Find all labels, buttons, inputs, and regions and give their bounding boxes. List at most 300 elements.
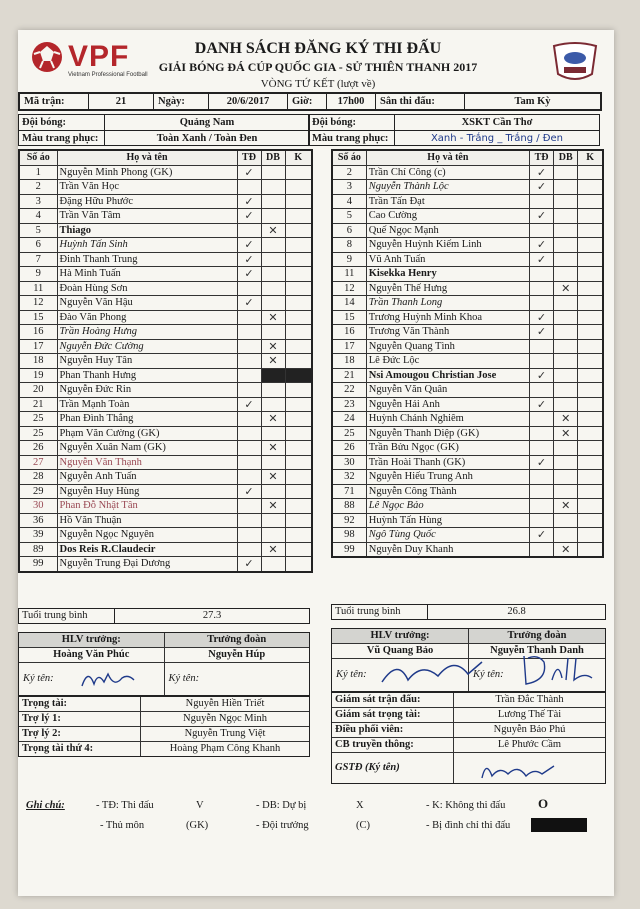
k-mark — [285, 513, 312, 528]
td-mark — [237, 223, 261, 238]
td-mark — [529, 542, 553, 557]
td-mark — [237, 180, 261, 195]
table-row — [332, 165, 603, 180]
away-team-header — [308, 114, 600, 146]
db-mark: ✕ — [554, 499, 578, 514]
td-mark — [237, 383, 261, 398]
venue-label: Sân thi đấu: — [376, 94, 465, 109]
player-number: 39 — [19, 528, 57, 543]
player-name: Nguyễn Thanh Diệp (GK) — [366, 426, 529, 441]
db-mark — [554, 470, 578, 485]
k-mark — [285, 339, 312, 354]
table-row — [332, 542, 603, 557]
k-mark — [285, 238, 312, 253]
player-name: Nguyễn Thành Lộc — [366, 180, 529, 195]
match-date: 20/6/2017 — [209, 94, 288, 109]
k-mark — [285, 383, 312, 398]
away-manager-signature — [518, 650, 598, 690]
player-number: 8 — [332, 238, 366, 253]
away-coach-signature — [378, 652, 488, 692]
official-name: Lê Phước Cầm — [497, 739, 562, 750]
player-name: Nguyễn Huy Tân — [57, 354, 237, 369]
player-name: Phạm Văn Cường (GK) — [57, 426, 237, 441]
player-name: Trần Tấn Đạt — [366, 194, 529, 209]
db-mark — [261, 513, 285, 528]
club-crest-icon — [550, 40, 600, 84]
player-name: Thiago — [57, 223, 237, 238]
official-name: Trần Đắc Thành — [495, 694, 564, 705]
db-mark — [554, 180, 578, 195]
db-mark — [554, 223, 578, 238]
k-mark — [578, 339, 603, 354]
table-row — [332, 383, 603, 398]
official-role: Trợ lý 2: — [19, 727, 141, 741]
k-mark — [578, 397, 603, 412]
td-mark — [529, 484, 553, 499]
official-row — [332, 708, 605, 723]
td-mark: ✓ — [529, 455, 553, 470]
td-mark: ✓ — [529, 310, 553, 325]
k-mark — [578, 441, 603, 456]
player-name: Nguyễn Thế Hưng — [366, 281, 529, 296]
table-row — [19, 412, 312, 427]
player-number: 11 — [332, 267, 366, 282]
player-number: 28 — [19, 470, 57, 485]
k-mark — [285, 296, 312, 311]
match-time: 17h00 — [327, 94, 376, 109]
td-mark: ✓ — [237, 252, 261, 267]
table-row — [19, 499, 312, 514]
football-icon — [30, 40, 64, 74]
col-db: DB — [261, 150, 285, 165]
table-row — [332, 513, 603, 528]
k-mark — [285, 542, 312, 557]
td-mark — [529, 267, 553, 282]
player-name: Vũ Anh Tuấn — [366, 252, 529, 267]
table-row — [332, 528, 603, 543]
player-number: 20 — [19, 383, 57, 398]
player-name: Lê Đức Lộc — [366, 354, 529, 369]
k-mark — [285, 325, 312, 340]
player-name: Nguyễn Duy Khanh — [366, 542, 529, 557]
player-number: 16 — [332, 325, 366, 340]
table-row — [332, 354, 603, 369]
td-mark — [529, 426, 553, 441]
td-mark — [529, 499, 553, 514]
table-row — [19, 542, 312, 557]
db-mark — [554, 397, 578, 412]
k-mark — [578, 281, 603, 296]
official-row — [332, 693, 605, 708]
player-name: Nguyễn Huỳnh Kiếm Linh — [366, 238, 529, 253]
table-row — [19, 252, 312, 267]
home-roster-table — [18, 149, 313, 573]
sheet-title: DANH SÁCH ĐĂNG KÝ THI ĐẤU — [194, 40, 442, 57]
away-coach-name: Vũ Quang Bảo — [332, 644, 469, 658]
db-mark — [261, 267, 285, 282]
td-mark: ✓ — [529, 209, 553, 224]
player-number: 88 — [332, 499, 366, 514]
away-kit: Xanh - Trắng _ Trắng / Đen — [430, 133, 564, 144]
table-row — [19, 426, 312, 441]
table-row — [19, 267, 312, 282]
player-name: Trần Thanh Long — [366, 296, 529, 311]
k-mark — [285, 267, 312, 282]
table-row — [19, 368, 312, 383]
player-number: 18 — [19, 354, 57, 369]
k-mark — [285, 557, 312, 572]
player-name: Huỳnh Tấn Hùng — [366, 513, 529, 528]
k-mark — [285, 441, 312, 456]
db-mark — [261, 368, 285, 383]
k-mark — [578, 194, 603, 209]
k-mark — [578, 412, 603, 427]
player-number: 18 — [332, 354, 366, 369]
k-mark — [578, 499, 603, 514]
td-mark — [237, 412, 261, 427]
td-mark — [237, 455, 261, 470]
db-mark — [261, 383, 285, 398]
avg-label: Tuổi trung bình — [19, 609, 115, 623]
k-mark — [285, 528, 312, 543]
officials-left — [18, 696, 310, 757]
player-number: 26 — [19, 441, 57, 456]
player-name: Hà Minh Tuấn — [57, 267, 237, 282]
table-row — [19, 325, 312, 340]
registration-sheet — [18, 30, 614, 896]
table-row — [332, 267, 603, 282]
db-mark: ✕ — [261, 339, 285, 354]
db-mark: ✕ — [261, 441, 285, 456]
player-number: 99 — [332, 542, 366, 557]
k-mark — [578, 455, 603, 470]
db-mark — [554, 165, 578, 180]
player-name: Phan Đỗ Nhật Tân — [57, 499, 237, 514]
legend-ban: - Bị đình chỉ thi đấu — [426, 820, 511, 831]
legend-db: - DB: Dự bị — [256, 800, 307, 811]
td-mark: ✓ — [237, 165, 261, 180]
match-id-label: Mã trận: — [20, 94, 89, 109]
player-name: Nguyễn Xuân Nam (GK) — [57, 441, 237, 456]
player-name: Nguyễn Đức Cường — [57, 339, 237, 354]
k-mark — [578, 368, 603, 383]
official-row — [19, 727, 309, 742]
player-number: 98 — [332, 528, 366, 543]
td-mark — [529, 513, 553, 528]
player-name: Đào Văn Phong — [57, 310, 237, 325]
k-mark — [578, 470, 603, 485]
db-mark: ✕ — [261, 542, 285, 557]
db-mark — [261, 426, 285, 441]
sign-label: Ký tên: — [168, 673, 200, 684]
player-number: 29 — [19, 484, 57, 499]
official-row — [332, 753, 605, 783]
table-row — [19, 339, 312, 354]
db-mark: ✕ — [261, 310, 285, 325]
k-mark — [578, 238, 603, 253]
official-row — [19, 697, 309, 712]
official-row — [19, 742, 309, 756]
td-mark: ✓ — [237, 209, 261, 224]
td-mark: ✓ — [237, 194, 261, 209]
home-team-name: Quảng Nam — [179, 117, 235, 128]
table-row — [332, 325, 603, 340]
table-row — [19, 397, 312, 412]
db-mark — [261, 325, 285, 340]
td-mark: ✓ — [529, 325, 553, 340]
legend-k-symbol: O — [538, 796, 549, 811]
col-k: K — [578, 150, 603, 165]
db-mark — [554, 528, 578, 543]
db-mark — [261, 180, 285, 195]
db-mark — [554, 484, 578, 499]
td-mark — [529, 354, 553, 369]
td-mark: ✓ — [237, 397, 261, 412]
official-name: Nguyễn Trung Việt — [184, 728, 266, 739]
player-number: 2 — [19, 180, 57, 195]
official-role: Trọng tài thứ 4: — [19, 742, 141, 756]
table-row — [19, 223, 312, 238]
player-name: Nguyễn Văn Thạnh — [57, 455, 237, 470]
official-row — [332, 723, 605, 738]
k-mark — [285, 209, 312, 224]
table-row — [332, 455, 603, 470]
td-mark: ✓ — [529, 252, 553, 267]
player-number: 9 — [19, 267, 57, 282]
legend-k: - K: Không thi đấu — [426, 800, 506, 811]
k-mark — [578, 354, 603, 369]
td-mark — [237, 513, 261, 528]
db-mark — [261, 455, 285, 470]
table-row — [19, 238, 312, 253]
player-name: Trần Chí Công (c) — [366, 165, 529, 180]
table-row — [332, 223, 603, 238]
home-kit: Toàn Xanh / Toàn Đen — [156, 133, 258, 144]
player-number: 16 — [19, 325, 57, 340]
supervisor-signature — [478, 758, 558, 784]
k-mark — [578, 542, 603, 557]
db-mark: ✕ — [554, 281, 578, 296]
official-role: CB truyền thông: — [332, 738, 454, 752]
db-mark — [554, 455, 578, 470]
td-mark — [237, 281, 261, 296]
k-mark — [285, 412, 312, 427]
td-mark — [529, 194, 553, 209]
k-mark — [578, 209, 603, 224]
table-row — [19, 455, 312, 470]
table-row — [332, 252, 603, 267]
k-mark — [285, 397, 312, 412]
k-mark — [578, 325, 603, 340]
player-name: Trần Bửu Ngọc (GK) — [366, 441, 529, 456]
table-row — [332, 484, 603, 499]
td-mark — [237, 310, 261, 325]
k-mark — [285, 252, 312, 267]
table-row — [19, 180, 312, 195]
player-number: 4 — [19, 209, 57, 224]
player-number: 21 — [332, 368, 366, 383]
db-mark: ✕ — [554, 542, 578, 557]
home-team-header — [18, 114, 310, 146]
table-row — [332, 470, 603, 485]
player-name: Nguyễn Văn Quân — [366, 383, 529, 398]
col-number: Số áo — [19, 150, 57, 165]
k-mark — [578, 383, 603, 398]
table-row — [19, 194, 312, 209]
player-name: Nguyễn Huy Hùng — [57, 484, 237, 499]
player-number: 21 — [19, 397, 57, 412]
player-number: 32 — [332, 470, 366, 485]
player-number: 25 — [332, 426, 366, 441]
db-mark: ✕ — [261, 412, 285, 427]
td-mark: ✓ — [237, 484, 261, 499]
td-mark — [237, 426, 261, 441]
player-name: Nguyễn Đức Rin — [57, 383, 237, 398]
official-row — [332, 738, 605, 753]
db-mark — [261, 528, 285, 543]
td-mark — [529, 441, 553, 456]
official-name: Lương Thế Tài — [497, 709, 562, 720]
date-label: Ngày: — [154, 94, 209, 109]
td-mark — [237, 470, 261, 485]
db-mark — [261, 484, 285, 499]
db-mark — [261, 557, 285, 572]
official-role: Trợ lý 1: — [19, 712, 141, 726]
logo-subtitle: Vietnam Professional Football — [68, 72, 148, 78]
player-name: Trần Mạnh Toàn — [57, 397, 237, 412]
match-venue: Tam Kỳ — [514, 96, 551, 107]
player-name: Nguyễn Hải Anh — [366, 397, 529, 412]
table-row — [19, 557, 312, 572]
player-number: 14 — [332, 296, 366, 311]
player-number: 15 — [19, 310, 57, 325]
player-name: Trần Văn Tâm — [57, 209, 237, 224]
player-number: 99 — [19, 557, 57, 572]
table-row — [19, 528, 312, 543]
db-mark — [554, 194, 578, 209]
player-number: 27 — [19, 455, 57, 470]
manager-label: Trưởng đoàn — [507, 630, 567, 641]
match-info-row — [18, 92, 602, 111]
db-mark — [554, 209, 578, 224]
official-role: Điều phối viên: — [332, 723, 454, 737]
k-mark — [285, 368, 312, 383]
legend-captain: - Đội trưởng — [256, 820, 309, 831]
db-mark — [554, 296, 578, 311]
td-mark — [529, 281, 553, 296]
player-number: 17 — [19, 339, 57, 354]
db-mark — [554, 267, 578, 282]
td-mark — [529, 296, 553, 311]
official-role: Giám sát trận đấu: — [332, 693, 454, 707]
table-row — [332, 194, 603, 209]
legend-gk-symbol: (GK) — [186, 820, 209, 831]
db-mark: ✕ — [261, 499, 285, 514]
logo-text: VPF — [68, 40, 130, 73]
legend-ban-swatch — [531, 818, 587, 832]
player-name: Huỳnh Chánh Nghiêm — [366, 412, 529, 427]
official-role: GSTĐ (Ký tên) — [332, 753, 454, 783]
k-mark — [285, 426, 312, 441]
db-mark — [261, 238, 285, 253]
td-mark: ✓ — [529, 368, 553, 383]
db-mark: ✕ — [261, 354, 285, 369]
table-row — [332, 426, 603, 441]
sign-label: Ký tên: — [332, 659, 469, 691]
db-mark — [554, 383, 578, 398]
k-mark — [285, 455, 312, 470]
td-mark — [529, 470, 553, 485]
player-number: 17 — [332, 339, 366, 354]
col-k: K — [285, 150, 312, 165]
td-mark — [237, 499, 261, 514]
legend-gk: - Thủ môn — [100, 820, 145, 831]
table-row — [332, 281, 603, 296]
player-number: 36 — [19, 513, 57, 528]
db-mark — [261, 194, 285, 209]
player-number: 12 — [19, 296, 57, 311]
player-number: 9 — [332, 252, 366, 267]
td-mark — [529, 383, 553, 398]
db-mark — [261, 165, 285, 180]
team-label: Đội bóng: — [19, 115, 105, 130]
legend-td: - TĐ: Thi đấu — [96, 800, 154, 811]
db-mark — [261, 296, 285, 311]
k-mark — [285, 484, 312, 499]
away-avg-value: 26.8 — [507, 606, 526, 617]
db-mark: ✕ — [554, 412, 578, 427]
db-mark: ✕ — [554, 426, 578, 441]
home-staff-box — [18, 632, 310, 696]
td-mark — [529, 223, 553, 238]
k-mark — [285, 223, 312, 238]
td-mark: ✓ — [529, 528, 553, 543]
player-name: Nguyễn Văn Hậu — [57, 296, 237, 311]
coach-label: HLV trưởng: — [332, 629, 469, 643]
player-number: 25 — [19, 412, 57, 427]
player-name: Nguyễn Trung Đại Dương — [57, 557, 237, 572]
k-mark — [578, 528, 603, 543]
away-team-name: XSKT Cần Thơ — [461, 117, 533, 128]
home-manager-name: Nguyễn Húp — [208, 649, 266, 660]
db-mark — [554, 354, 578, 369]
td-mark — [237, 325, 261, 340]
time-label: Giờ: — [288, 94, 327, 109]
player-name: Quế Ngọc Mạnh — [366, 223, 529, 238]
player-number: 4 — [332, 194, 366, 209]
td-mark: ✓ — [237, 238, 261, 253]
player-name: Lê Ngọc Bảo — [366, 499, 529, 514]
table-row — [19, 383, 312, 398]
player-name: Kisekka Henry — [366, 267, 529, 282]
td-mark — [237, 368, 261, 383]
k-mark — [285, 194, 312, 209]
home-average-age — [18, 608, 310, 624]
k-mark — [285, 499, 312, 514]
player-name: Nguyễn Anh Tuấn — [57, 470, 237, 485]
sign-label: Ký tên: — [19, 663, 165, 695]
player-number: 23 — [332, 397, 366, 412]
player-name: Dos Reis R.Claudecir — [57, 542, 237, 557]
player-name: Trần Hoài Thanh (GK) — [366, 455, 529, 470]
official-name: Hoàng Phạm Công Khanh — [169, 743, 281, 754]
table-row — [332, 499, 603, 514]
k-mark — [578, 252, 603, 267]
k-mark — [578, 484, 603, 499]
officials-right — [331, 692, 606, 784]
k-mark — [285, 354, 312, 369]
player-number: 3 — [19, 194, 57, 209]
